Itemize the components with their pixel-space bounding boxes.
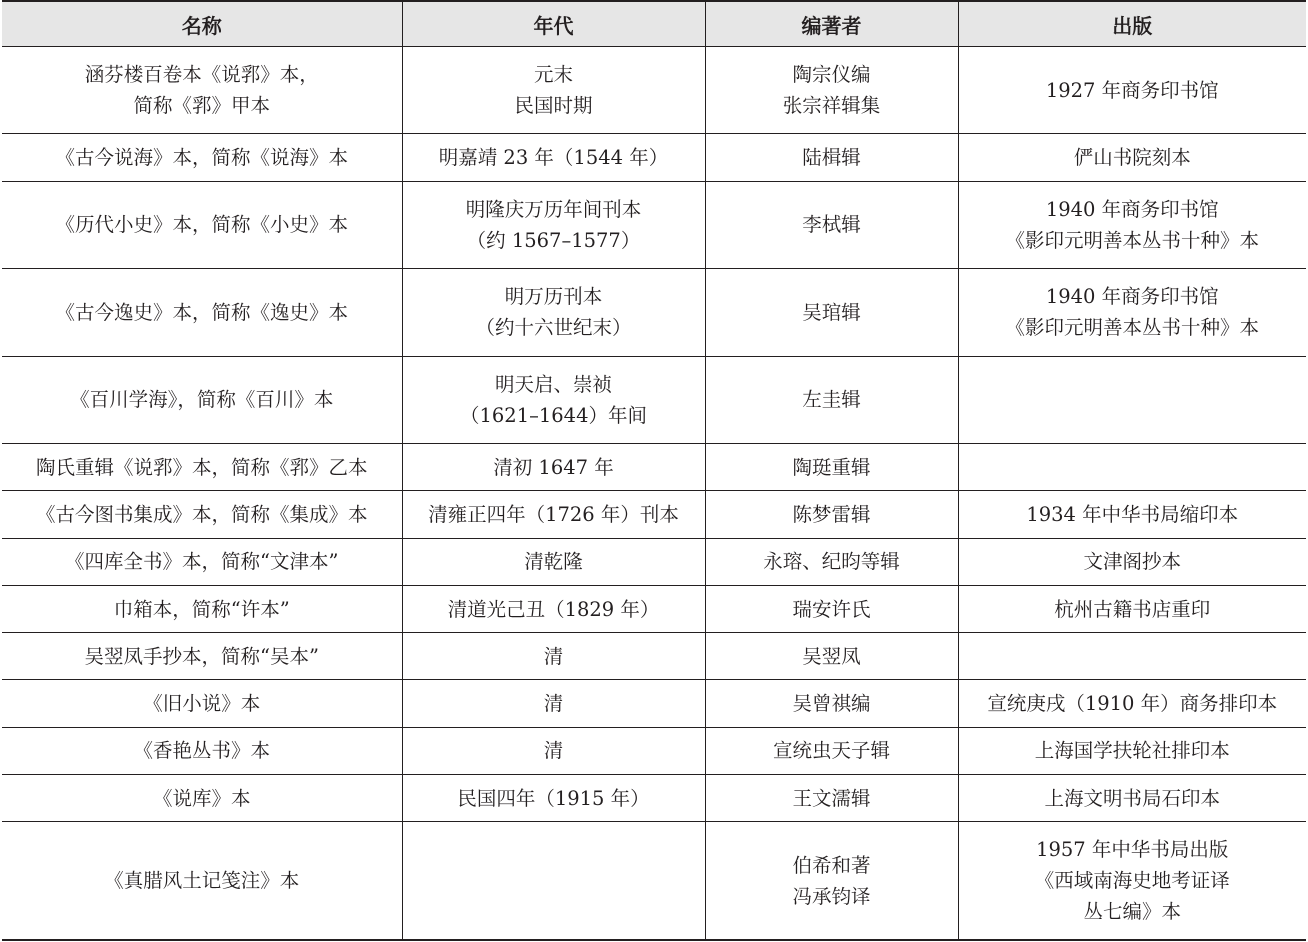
- cell-era: 清: [402, 633, 705, 680]
- cell-era: 清: [402, 680, 705, 727]
- cell-publication: [958, 444, 1306, 491]
- header-author: 编著者: [705, 1, 958, 47]
- table-row: [2, 47, 1306, 134]
- cell-name: 《历代小史》本，简称《小史》本: [2, 181, 402, 268]
- cell-author: 瑞安许氏: [705, 585, 958, 632]
- table-row: [2, 538, 1306, 585]
- cell-publication: 1927 年商务印书馆: [958, 47, 1306, 134]
- cell-publication: 宣统庚戌（1910 年）商务排印本: [958, 680, 1306, 727]
- table-row: [2, 680, 1306, 727]
- table-row: [2, 356, 1306, 443]
- cell-publication: 1957 年中华书局出版 《西域南海史地考证译 丛七编》本: [958, 822, 1306, 940]
- cell-name: 《香艳丛书》本: [2, 727, 402, 774]
- table-row: [2, 134, 1306, 181]
- cell-publication: [958, 633, 1306, 680]
- table-body: [2, 47, 1306, 941]
- cell-publication: 1940 年商务印书馆 《影印元明善本丛书十种》本: [958, 181, 1306, 268]
- table-row: [2, 774, 1306, 821]
- cell-era: 明天启、崇祯 （1621–1644）年间: [402, 356, 705, 443]
- cell-publication: 1934 年中华书局缩印本: [958, 491, 1306, 538]
- cell-era: 清道光己丑（1829 年）: [402, 585, 705, 632]
- cell-name: 《说库》本: [2, 774, 402, 821]
- cell-era: 明万历刊本 （约十六世纪末）: [402, 269, 705, 356]
- editions-table: [2, 0, 1306, 941]
- cell-author: 吴琯辑: [705, 269, 958, 356]
- cell-era: 清初 1647 年: [402, 444, 705, 491]
- cell-publication: 杭州古籍书店重印: [958, 585, 1306, 632]
- cell-name: 《古今说海》本，简称《说海》本: [2, 134, 402, 181]
- table-row: [2, 585, 1306, 632]
- cell-name: 《古今逸史》本，简称《逸史》本: [2, 269, 402, 356]
- cell-author: 李栻辑: [705, 181, 958, 268]
- cell-author: 吴翌凤: [705, 633, 958, 680]
- cell-era: 民国四年（1915 年）: [402, 774, 705, 821]
- cell-era: 清雍正四年（1726 年）刊本: [402, 491, 705, 538]
- cell-name: 《旧小说》本: [2, 680, 402, 727]
- table-row: [2, 444, 1306, 491]
- cell-name: 《真腊风土记笺注》本: [2, 822, 402, 940]
- cell-author: 王文濡辑: [705, 774, 958, 821]
- header-row: [2, 1, 1306, 47]
- cell-name: 陶氏重辑《说郛》本，简称《郛》乙本: [2, 444, 402, 491]
- table-row: [2, 822, 1306, 940]
- cell-publication: 1940 年商务印书馆 《影印元明善本丛书十种》本: [958, 269, 1306, 356]
- cell-era: 明嘉靖 23 年（1544 年）: [402, 134, 705, 181]
- cell-author: 宣统虫天子辑: [705, 727, 958, 774]
- cell-author: 陈梦雷辑: [705, 491, 958, 538]
- cell-author: 伯希和著 冯承钧译: [705, 822, 958, 940]
- table-row: [2, 727, 1306, 774]
- cell-era: 明隆庆万历年间刊本 （约 1567–1577）: [402, 181, 705, 268]
- table-row: [2, 633, 1306, 680]
- cell-name: 《百川学海》，简称《百川》本: [2, 356, 402, 443]
- cell-era: 元末 民国时期: [402, 47, 705, 134]
- cell-name: 《四库全书》本，简称“文津本”: [2, 538, 402, 585]
- cell-author: 陶珽重辑: [705, 444, 958, 491]
- table-row: [2, 181, 1306, 268]
- cell-era: 清乾隆: [402, 538, 705, 585]
- header-name: 名称: [2, 1, 402, 47]
- table-row: [2, 491, 1306, 538]
- header-era: 年代: [402, 1, 705, 47]
- cell-era: 清: [402, 727, 705, 774]
- cell-publication: 文津阁抄本: [958, 538, 1306, 585]
- cell-name: 涵芬楼百卷本《说郛》本， 简称《郛》甲本: [2, 47, 402, 134]
- cell-author: 陆楫辑: [705, 134, 958, 181]
- cell-author: 左圭辑: [705, 356, 958, 443]
- cell-author: 永瑢、纪昀等辑: [705, 538, 958, 585]
- cell-author: 陶宗仪编 张宗祥辑集: [705, 47, 958, 134]
- cell-publication: 上海文明书局石印本: [958, 774, 1306, 821]
- cell-era: [402, 822, 705, 940]
- cell-name: 巾箱本，简称“许本”: [2, 585, 402, 632]
- cell-author: 吴曾祺编: [705, 680, 958, 727]
- cell-publication: 上海国学扶轮社排印本: [958, 727, 1306, 774]
- cell-name: 《古今图书集成》本，简称《集成》本: [2, 491, 402, 538]
- table-header: [2, 1, 1306, 47]
- table-row: [2, 269, 1306, 356]
- cell-publication: 俨山书院刻本: [958, 134, 1306, 181]
- header-publication: 出版: [958, 1, 1306, 47]
- cell-publication: [958, 356, 1306, 443]
- cell-name: 吴翌凤手抄本，简称“吴本”: [2, 633, 402, 680]
